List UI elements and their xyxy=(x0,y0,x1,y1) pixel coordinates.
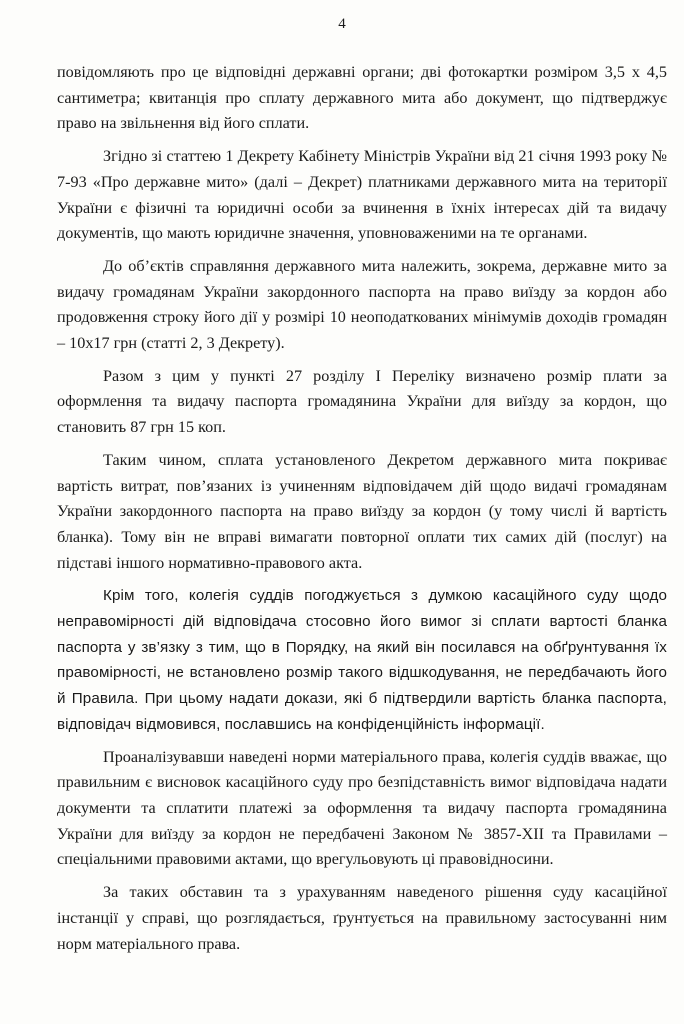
document-body xyxy=(57,60,667,964)
paragraph-8: За таких обставин та з урахуванням наведеного рішення суду касаційної інстанції у справі, що розглядається, ґрунтується на правильному застосуванні ним норм матеріального права. xyxy=(57,883,667,953)
paragraph-2: Згідно зі статтею 1 Декрету Кабінету Міністрів України від 21 січня 1993 року № 7-93 «Про державне мито» (далі – Декрет) платниками державного мита на території України є фізичні та юридичні особи за вчинення в їхніх інтересах дій та видачу документів, що мають юридичне значення, уповноваженими на те органами. xyxy=(57,147,667,243)
paragraph-6: Крім того, колегія суддів погоджується з думкою касаційного суду щодо неправомірності дій відповідача стосовно його вимог зі сплати вартості бланка паспорта у зв’язку з тим, що в Порядку, на який він посилався на обґрунтування їх правомірності, не встановлено розмір такого відшкодування, не передбачають його й Правила. При цьому надати докази, які б підтвердили вартість бланка паспорта, відповідач відмовився, пославшись на конфіденційність інформації. xyxy=(57,587,667,733)
page-number: 4 xyxy=(338,16,346,32)
paragraph-5: Таким чином, сплата установленого Декретом державного мита покриває вартість витрат, пов’язаних із учиненням відповідачем дій щодо видачі громадянам України закордонного паспорта на право виїзду за кордон (у тому числі й вартість бланка). Тому він не вправі вимагати повторної оплати тих самих дій (послуг) на підставі іншого нормативно-правового акта. xyxy=(57,450,667,572)
paragraph-4: Разом з цим у пункті 27 розділу І Переліку визначено розмір плати за оформлення та видачу паспорта громадянина України для виїзду за кордон, що становить 87 грн 15 коп. xyxy=(57,366,667,437)
paragraph-1: повідомляють про це відповідні державні органи; дві фотокартки розміром 3,5 х 4,5 сантиметра; квитанція про сплату державного мита або документ, що підтверджує право на звільнення від його сплати. xyxy=(57,63,667,133)
paragraph-7: Проаналізувавши наведені норми матеріального права, колегія суддів вважає, що правильним є висновок касаційного суду про безпідставність вимог відповідача надати документи та сплатити платежі за оформлення та видачу паспорта громадянина України для виїзду за кордон не передбачені Законом № 3857-ХІІ та Правилами – спеціальними правовими актами, що врегульовують ці правовідносини. xyxy=(57,747,667,869)
paragraph-3: До об’єктів справляння державного мита належить, зокрема, державне мито за видачу громадянам України закордонного паспорта на право виїзду за кордон або продовження строку його дії у розмірі 10 неоподаткованих мінімумів доходів громадян – 10х17 грн (статті 2, 3 Декрету). xyxy=(57,256,667,353)
